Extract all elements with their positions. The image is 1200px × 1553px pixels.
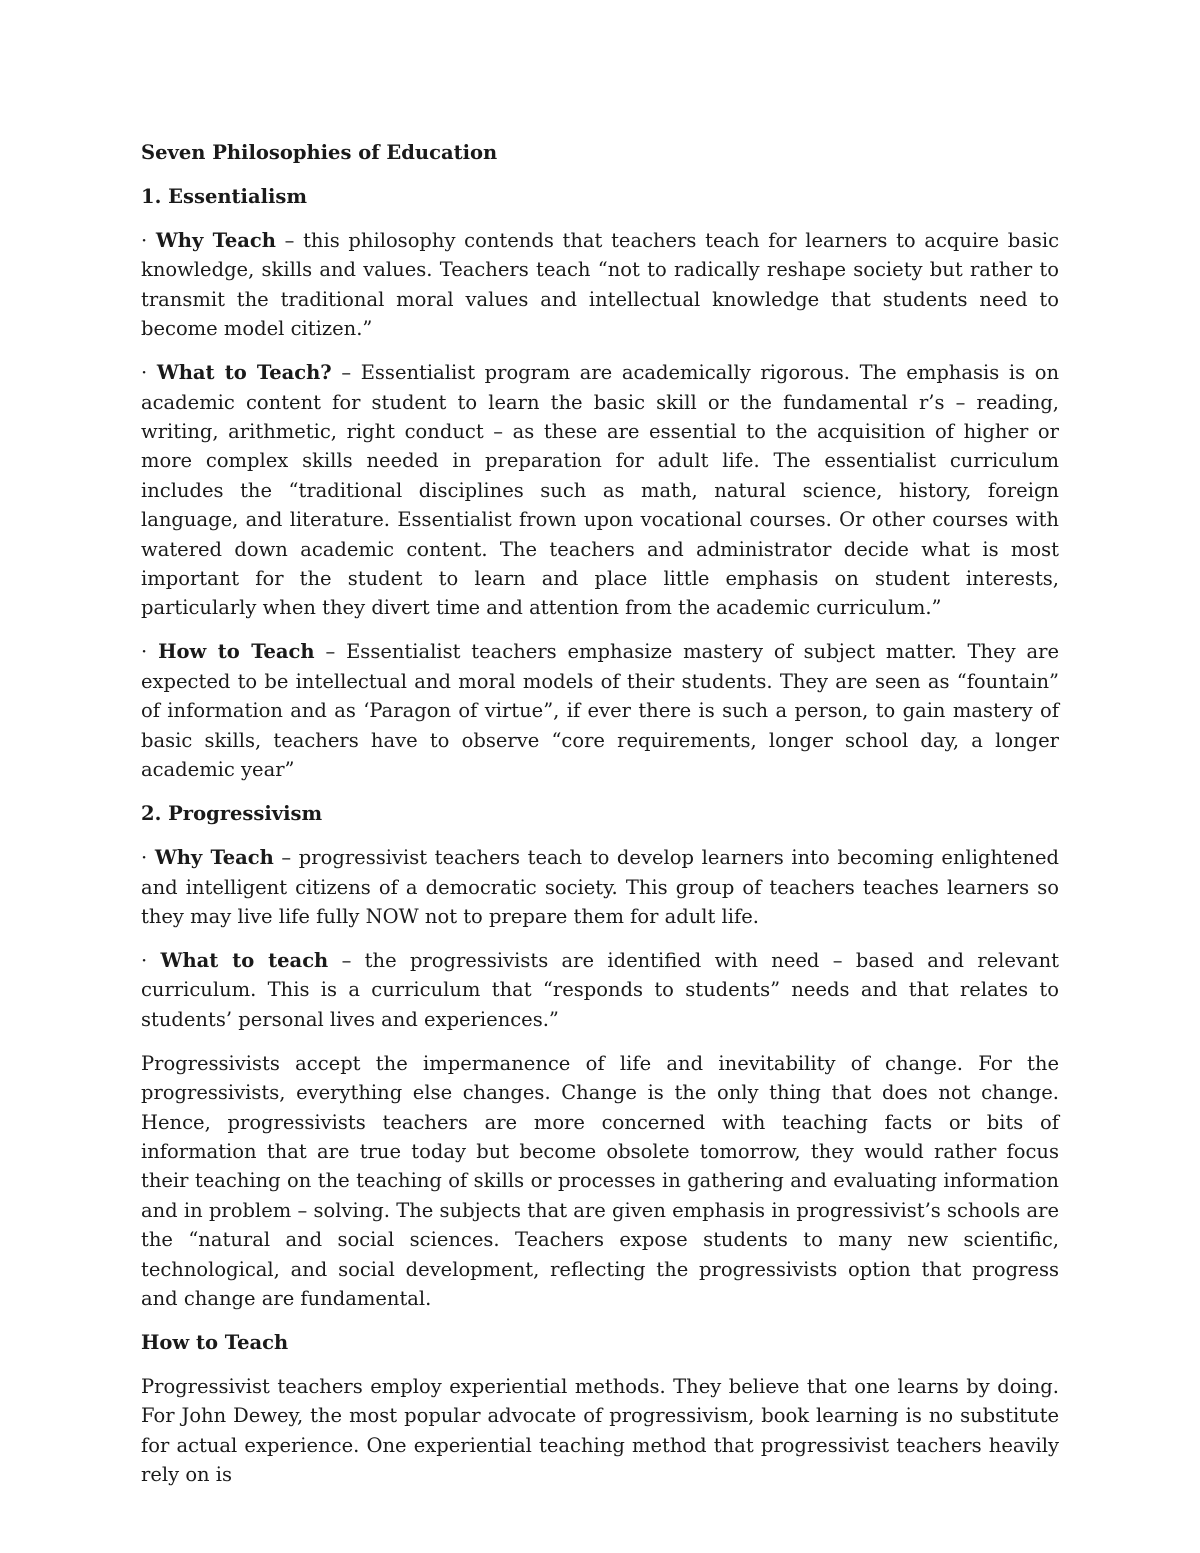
bullet-label: How to Teach [158,640,315,664]
document-title: Seven Philosophies of Education [141,141,498,164]
body-paragraph: Progressivists accept the impermanence of life and inevitability of change. For the progressivists, everything else changes. Change is the only thing that does not change. Hence, progressivists teachers are more concerned with teaching facts or bits of information that are true today but become obsolete tomorrow, they would rather focus their teaching on the teaching of skills or processes in gathering and evaluating information and in problem – solving. The subjects that are given emphasis in progressivist’s schools are the “natural and social sciences. Teachers expose students to many new scientific, technological, and social development, reflecting the progressivists option that progress and change are fundamental. [141,1051,1059,1310]
bullet-text: – Essentialist program are academically rigorous. The emphasis is on academic content for student to learn the basic skill or the fundamental r’s – reading, writing, arithmetic, right conduct – as these are essential to the acquisition of higher or more complex skills needed in preparation for adult life. The essentialist curriculum includes the “traditional disciplines such as math, natural science, history, foreign language, and literature. Essentialist frown upon vocational courses. Or other courses with watered down academic content. The teachers and administrator decide what is most important for the student to learn and place little emphasis on student interests, particularly when they divert time and attention from the academic curriculum.” [141,361,1059,620]
bullet-marker: · [141,229,148,252]
bullet-marker: · [141,361,148,385]
bullet-marker: · [141,948,148,972]
subheading-how-to-teach: How to Teach [141,1330,289,1354]
section-heading-progressivism: 2. Progressivism [141,802,323,826]
bullet-text: – the progressivists are identified with need – based and relevant curriculum. This is a curriculum that “responds to students” needs and that relates to students’ personal lives and experiences.” [141,948,1059,1031]
bullet-paragraph-what-to-teach [141,358,1059,623]
bullet-paragraph-why-teach [141,226,1059,344]
bullet-label: Why Teach [154,846,274,870]
bullet-label: Why Teach [155,229,276,252]
bullet-paragraph-how-to-teach [141,637,1059,784]
bullet-text: – this philosophy contends that teachers teach for learners to acquire basic knowledge, skills and values. Teachers teach “not to radically reshape society but rather to transmit the traditional moral values and intellectual knowledge that students need to become model citizen.” [141,229,1060,341]
section-heading-essentialism: 1. Essentialism [141,185,308,208]
bullet-paragraph-why-teach [141,843,1059,931]
bullet-marker: · [141,846,148,870]
document-page [141,138,1059,1504]
bullet-paragraph-what-to-teach [141,946,1059,1034]
body-paragraph: Progressivist teachers employ experiential methods. They believe that one learns by doing. For John Dewey, the most popular advocate of progressivism, book learning is no substitute for actual experience. One experiential teaching method that progressivist teachers heavily rely on is [141,1374,1059,1487]
bullet-label: What to Teach? [156,361,332,385]
bullet-text: – progressivist teachers teach to develop learners into becoming enlightened and intelligent citizens of a democratic society. This group of teachers teaches learners so they may live life fully NOW not to prepare them for adult life. [141,846,1059,928]
bullet-label: What to teach [160,948,329,972]
bullet-text: – Essentialist teachers emphasize mastery of subject matter. They are expected to be intellectual and moral models of their students. They are seen as “fountain” of information and as ‘Paragon of virtue”, if ever there is such a person, to gain mastery of basic skills, teachers have to observe “core requirements, longer school day, a longer academic year” [141,640,1059,782]
bullet-marker: · [141,640,148,664]
